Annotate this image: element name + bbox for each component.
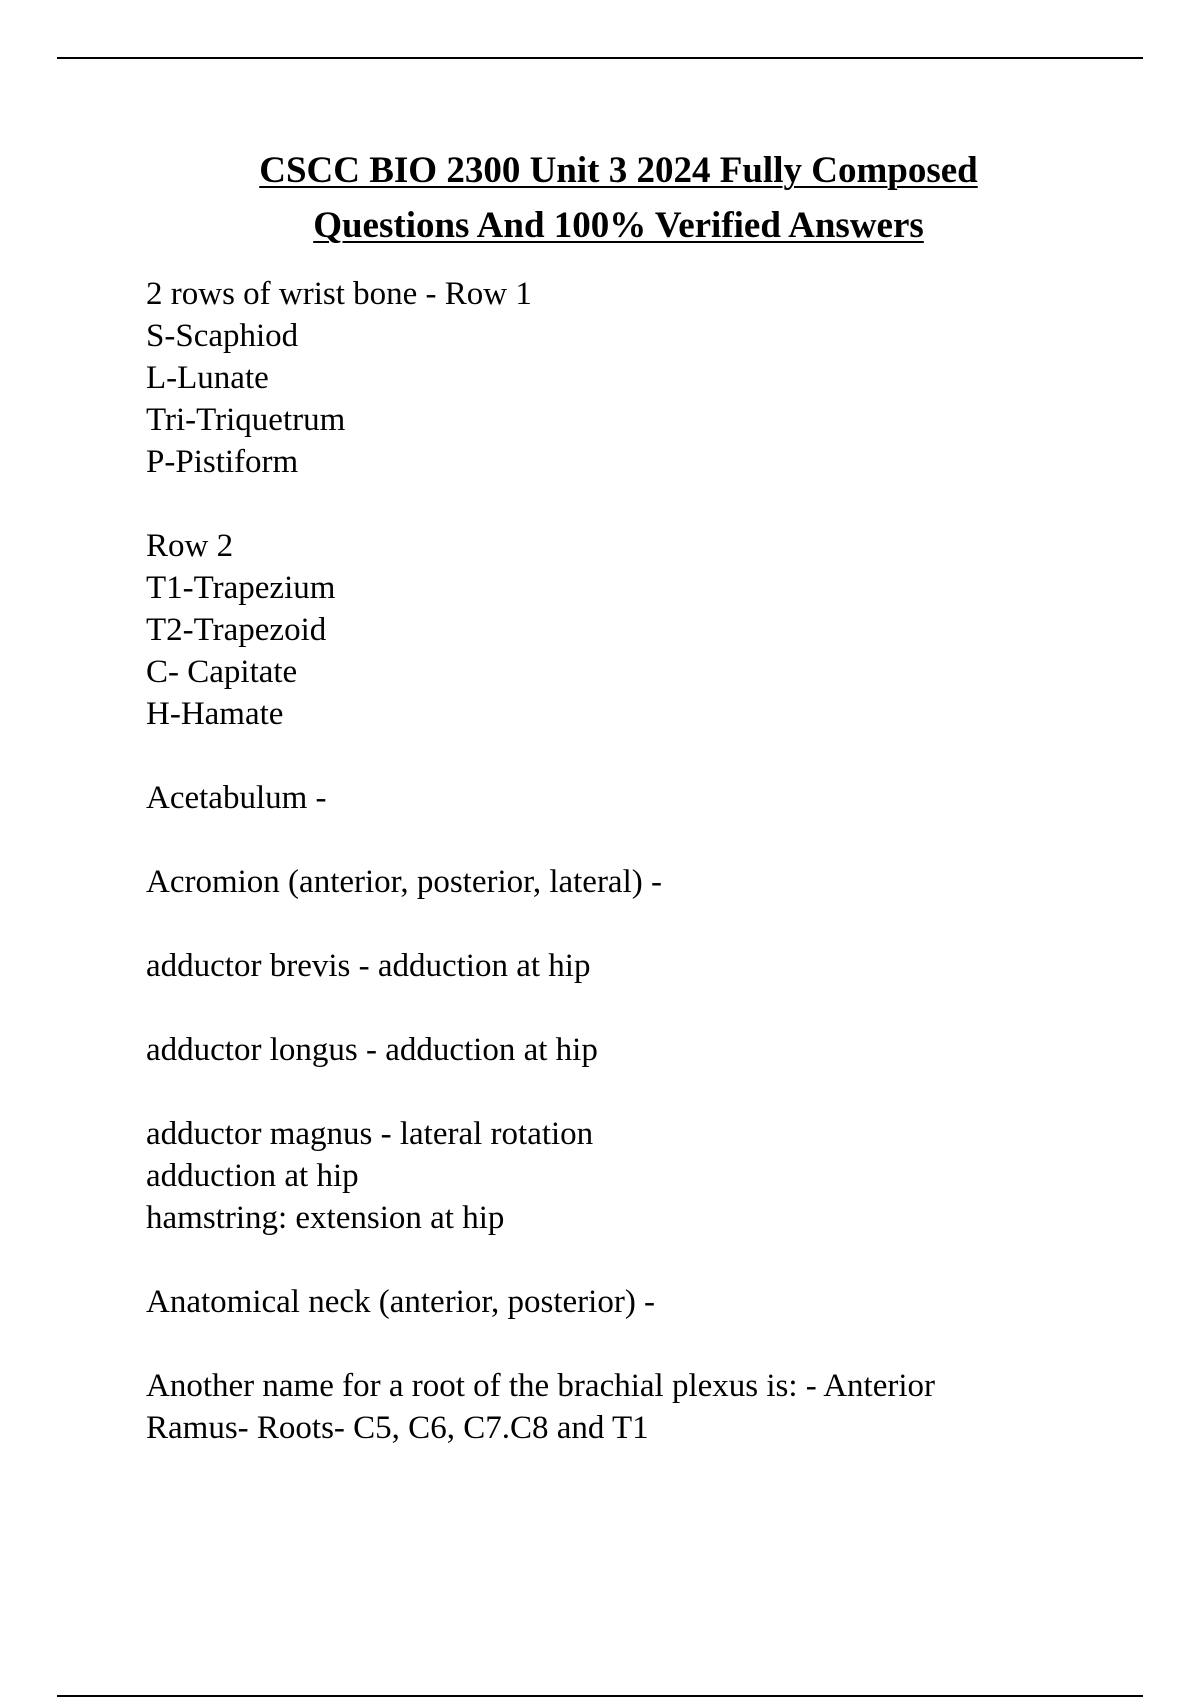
body-line: S-Scaphiod bbox=[146, 318, 299, 354]
document-title bbox=[150, 143, 1087, 253]
body-line: Tri-Triquetrum bbox=[146, 402, 346, 438]
body-line: Anatomical neck (anterior, posterior) - bbox=[146, 1284, 656, 1320]
blank-line bbox=[146, 987, 1106, 1029]
blank-line bbox=[146, 819, 1106, 861]
body-line: Row 2 bbox=[146, 528, 234, 564]
body-line: Acromion (anterior, posterior, lateral) - bbox=[146, 864, 662, 900]
body-line: adductor brevis - adduction at hip bbox=[146, 948, 591, 984]
body-line: H-Hamate bbox=[146, 696, 284, 732]
blank-line bbox=[146, 1323, 1106, 1365]
body-line: Another name for a root of the brachial plexus is: - Anterior bbox=[146, 1368, 936, 1404]
body-line: T2-Trapezoid bbox=[146, 612, 327, 648]
body-line: C- Capitate bbox=[146, 654, 298, 690]
body-line: Ramus- Roots- C5, C6, C7.C8 and T1 bbox=[146, 1410, 649, 1446]
blank-line bbox=[146, 1071, 1106, 1113]
body-line: P-Pistiform bbox=[146, 444, 299, 480]
title-line-1: CSCC BIO 2300 Unit 3 2024 Fully Composed bbox=[259, 150, 978, 191]
blank-line bbox=[146, 1239, 1106, 1281]
body-line: adductor magnus - lateral rotation bbox=[146, 1116, 594, 1152]
body-line: L-Lunate bbox=[146, 360, 269, 396]
top-rule bbox=[57, 57, 1143, 59]
body-line: adduction at hip bbox=[146, 1158, 359, 1194]
body-line: Acetabulum - bbox=[146, 780, 327, 816]
document-body bbox=[146, 273, 1106, 1449]
body-line: adductor longus - adduction at hip bbox=[146, 1032, 598, 1068]
body-line: 2 rows of wrist bone - Row 1 bbox=[146, 276, 532, 312]
title-line-2: Questions And 100% Verified Answers bbox=[313, 205, 924, 246]
body-line: T1-Trapezium bbox=[146, 570, 336, 606]
bottom-rule bbox=[57, 1695, 1143, 1697]
blank-line bbox=[146, 735, 1106, 777]
blank-line bbox=[146, 903, 1106, 945]
blank-line bbox=[146, 483, 1106, 525]
body-line: hamstring: extension at hip bbox=[146, 1200, 505, 1236]
